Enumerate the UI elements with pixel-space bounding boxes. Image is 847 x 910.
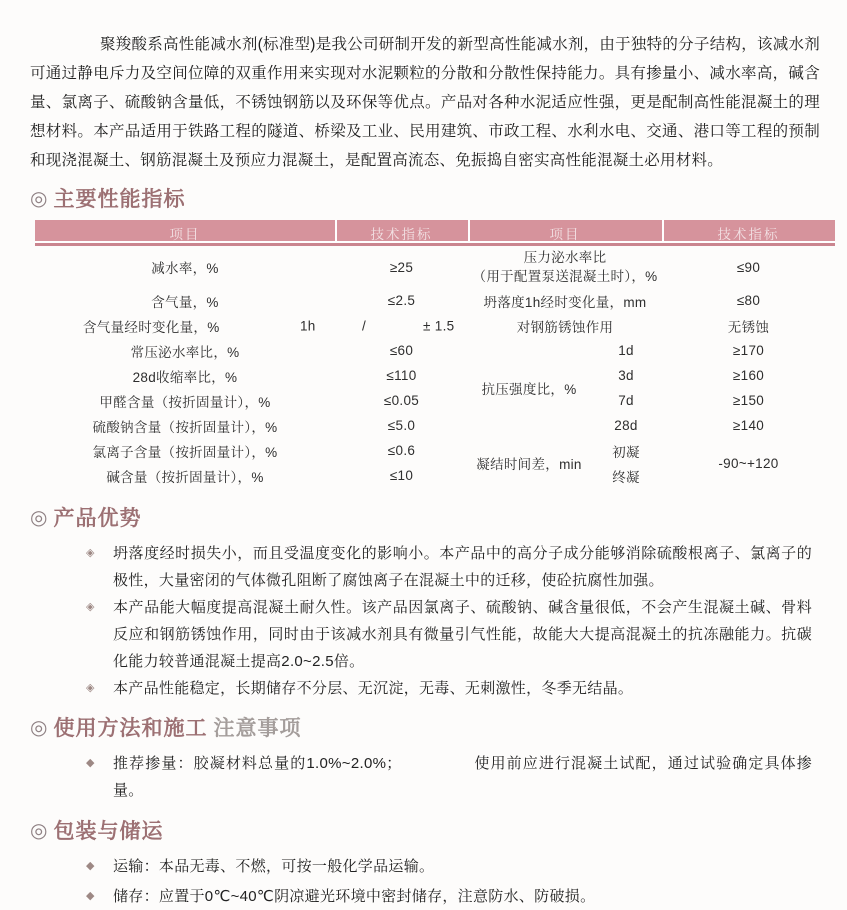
cell-sodium-sulfate-value: ≤5.0	[387, 418, 416, 433]
table-row	[35, 313, 835, 338]
list-item	[86, 750, 812, 804]
diamond-bullet-icon: ◈	[86, 547, 95, 559]
table-row	[35, 388, 835, 413]
section-marker-icon: ◎	[30, 819, 48, 842]
diamond-bullet-icon: ◆	[86, 860, 95, 872]
cell-strength-value: ≥140	[732, 418, 765, 433]
header-item-right: 项目	[468, 220, 662, 246]
air-change-slash: /	[362, 318, 367, 333]
cell-strength-value: ≥150	[732, 393, 765, 408]
cell-bleeding-ratio-item: 常压泌水率比，%	[130, 344, 240, 360]
table-row	[35, 338, 835, 363]
cell-strength-age: 1d	[618, 343, 634, 358]
cell-chloride-value: ≤0.6	[387, 443, 416, 458]
cell-air-content-value: ≤2.5	[387, 293, 416, 308]
cell-sodium-sulfate-item: 硫酸钠含量（按折固量计），%	[92, 419, 278, 435]
cell-strength-value: ≥160	[732, 368, 765, 383]
section-title-packing: 包装与储运	[53, 820, 164, 843]
cell-setting-time-label: 凝结时间差，min	[476, 457, 582, 472]
cell-slump-change-item: 坍落度1h经时变化量，mm	[483, 294, 647, 310]
section-marker-icon: ◎	[30, 716, 48, 739]
header-index-left: 技术指标	[335, 220, 468, 246]
pressure-bleeding-line2: （用于配置泵送混凝土时），%	[472, 269, 658, 284]
cell-strength-age: 28d	[614, 418, 638, 433]
cell-shrinkage-value: ≤110	[386, 368, 417, 383]
air-change-value: ± 1.5	[423, 318, 455, 333]
cell-alkali-item: 碱含量（按折固量计），%	[106, 469, 264, 485]
table-header-row	[35, 220, 835, 246]
cell-alkali-value: ≤10	[389, 468, 414, 483]
cell-shrinkage-item: 28d收缩率比，%	[132, 369, 238, 385]
usage-list	[30, 750, 820, 804]
section-marker-icon: ◎	[30, 506, 48, 529]
cell-chloride-item: 氯离子含量（按折固量计），%	[92, 444, 278, 460]
section-header-packing	[30, 817, 820, 843]
cell-setting-initial: 初凝	[612, 444, 640, 460]
pressure-bleeding-line1: 压力泌水率比	[523, 250, 607, 265]
performance-table	[35, 220, 835, 488]
section-title-performance: 主要性能指标	[53, 188, 186, 211]
air-change-label: 含气量经时变化量，%	[83, 319, 220, 335]
section-header-usage	[30, 714, 820, 740]
list-item	[86, 853, 812, 880]
advantages-list	[30, 540, 820, 702]
diamond-bullet-icon: ◈	[86, 682, 95, 694]
table-row	[35, 246, 835, 288]
diamond-bullet-icon: ◆	[86, 757, 95, 769]
section-marker-icon: ◎	[30, 187, 48, 210]
cell-pressure-bleeding-value: ≤90	[736, 259, 761, 275]
cell-bleeding-ratio-value: ≤60	[389, 343, 414, 358]
section-title-usage-main: 使用方法和施工	[53, 717, 208, 740]
packing-list	[30, 853, 820, 910]
cell-strength-value: ≥170	[732, 343, 765, 358]
cell-pressure-bleeding-item	[468, 246, 662, 288]
diamond-bullet-icon: ◆	[86, 890, 95, 902]
cell-water-reduction-value: ≥25	[389, 259, 414, 275]
cell-water-reduction-item: 减水率，%	[151, 261, 219, 276]
list-item	[86, 594, 812, 675]
section-header-advantages	[30, 504, 820, 530]
cell-strength-age: 3d	[618, 368, 634, 383]
section-header-performance	[30, 185, 820, 211]
advantage-text: 本产品性能稳定，长期储存不分层、无沉淀，无毒、无刺激性，冬季无结晶。	[113, 680, 634, 697]
usage-dosage: 推荐掺量：胶凝材料总量的1.0%~2.0%；	[113, 755, 402, 772]
cell-rebar-corrosion-item: 对钢筋锈蚀作用	[516, 319, 614, 335]
cell-formaldehyde-item: 甲醛含量（按折固量计），%	[99, 394, 271, 410]
section-title-advantages: 产品优势	[53, 507, 142, 530]
list-item	[86, 883, 812, 910]
advantage-text: 本产品能大幅度提高混凝土耐久性。该产品因氯离子、硫酸钠、碱含量很低，不会产生混凝土碱、骨料反应和钢筋锈蚀作用，同时由于该减水剂具有微量引气性能，故能大大提高混凝土的抗冻融能力。抗碳化能力较普通混凝土提高2.0~2.5倍。	[113, 599, 812, 670]
cell-setting-final: 终凝	[612, 469, 640, 485]
table-row	[35, 413, 835, 438]
usage-text	[113, 750, 812, 804]
list-item	[86, 540, 812, 594]
cell-compressive-strength-label: 抗压强度比，%	[481, 382, 577, 397]
header-item-left: 项目	[35, 220, 335, 246]
cell-slump-change-value: ≤80	[736, 293, 761, 308]
cell-air-change	[35, 313, 468, 338]
cell-setting-time-value: -90~+120	[718, 455, 779, 471]
table-row	[35, 438, 835, 463]
usage-note: 使用前应进行混凝土试配，通过试验确定具体掺量。	[113, 755, 812, 799]
header-index-right: 技术指标	[662, 220, 835, 246]
diamond-bullet-icon: ◈	[86, 601, 95, 613]
table-row	[35, 363, 835, 388]
cell-formaldehyde-value: ≤0.05	[383, 393, 420, 408]
advantage-text: 坍落度经时损失小，而且受温度变化的影响小。本产品中的高分子成分能够消除硫酸根离子、氯离子的极性，大量密闭的气体微孔阻断了腐蚀离子在混凝土中的迁移，使砼抗腐性加强。	[113, 545, 812, 589]
cell-air-content-item: 含气量，%	[151, 294, 219, 310]
packing-storage-text: 储存：应置于0℃~40℃阴凉避光环境中密封储存，注意防水、防破损。	[113, 888, 596, 905]
table-row	[35, 288, 835, 313]
cell-rebar-corrosion-value: 无锈蚀	[727, 319, 770, 335]
list-item	[86, 675, 812, 702]
air-change-time: 1h	[300, 318, 316, 333]
packing-transport-text: 运输：本品无毒、不燃，可按一般化学品运输。	[113, 858, 435, 875]
cell-strength-age: 7d	[618, 393, 634, 408]
section-title-usage-tail: 注意事项	[213, 717, 302, 740]
intro-paragraph: 聚羧酸系高性能减水剂(标准型)是我公司研制开发的新型高性能减水剂，由于独特的分子结构，该减水剂可通过静电斥力及空间位障的双重作用来实现对水泥颗粒的分散和分散性保持能力。具有掺量小、减水率高，碱含量、氯离子、硫酸钠含量低，不锈蚀钢筋以及环保等优点。产品对各种水泥适应性强，更是配制高性能混凝土的理想材料。本产品适用于铁路工程的隧道、桥梁及工业、民用建筑、市政工程、水利水电、交通、港口等工程的预制和现浇混凝土、钢筋混凝土及预应力混凝土，是配置高流态、免振捣自密实高性能混凝土必用材料。	[30, 36, 820, 169]
